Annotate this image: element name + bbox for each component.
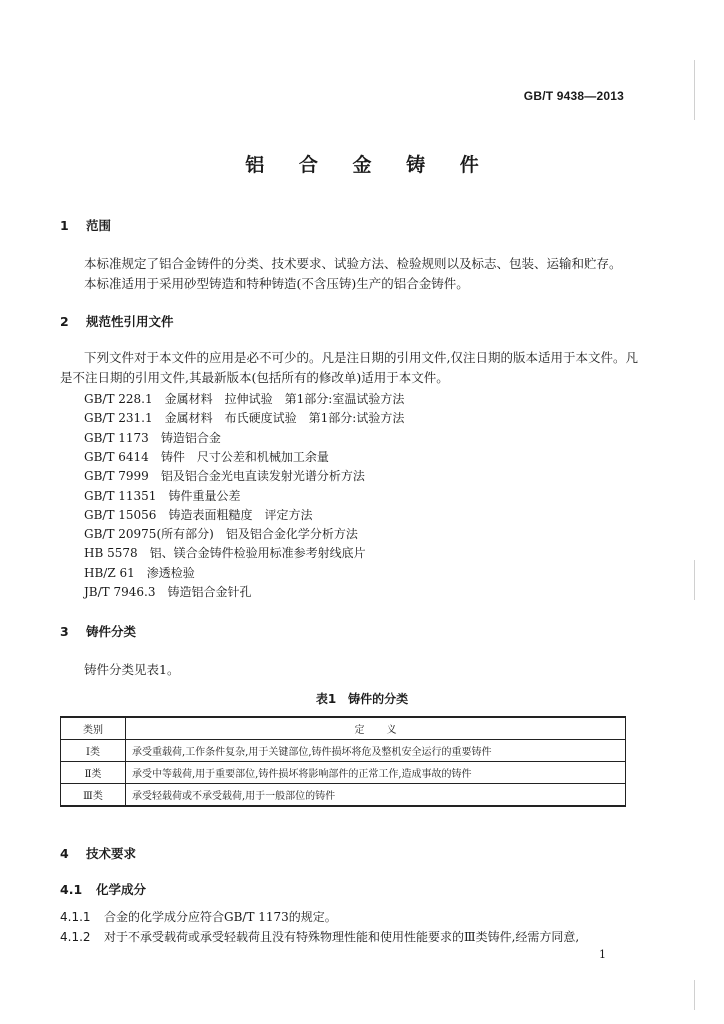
- row-category: Ⅱ类: [61, 762, 126, 784]
- table-row: [61, 784, 626, 807]
- reference-item: [84, 429, 221, 446]
- reference-item: [84, 390, 404, 407]
- reference-title: 金属材料 布氏硬度试验 第1部分:试验方法: [164, 411, 405, 426]
- clause-4-1-2: [60, 928, 579, 945]
- reference-code: GB/T 11351: [84, 488, 157, 503]
- reference-title: 铸造铝合金针孔: [167, 585, 252, 599]
- reference-code: GB/T 20975(所有部分): [84, 527, 214, 542]
- reference-code: GB/T 15056: [84, 507, 157, 522]
- section-number: 4: [60, 846, 69, 861]
- header-definition: 定义: [126, 717, 626, 740]
- reference-item: [84, 506, 312, 523]
- scan-edge-mark: [694, 60, 695, 120]
- reference-item: [84, 409, 404, 426]
- reference-code: GB/T 228.1: [84, 392, 153, 406]
- page-number: 1: [599, 948, 606, 961]
- reference-title: 渗透检验: [146, 565, 195, 580]
- row-definition: 承受重载荷,工作条件复杂,用于关键部位,铸件损坏将危及整机安全运行的重要铸件: [126, 740, 626, 762]
- section-title: 技术要求: [86, 846, 137, 861]
- reference-title: 铸造表面粗糙度 评定方法: [168, 507, 313, 522]
- reference-title: 铝及铝合金光电直读发射光谱分析方法: [160, 469, 365, 484]
- header-category: 类别: [61, 717, 126, 740]
- clause-number: 4.1.2: [60, 930, 91, 944]
- reference-code: JB/T 7946.3: [84, 585, 156, 599]
- section-number: 2: [60, 314, 69, 329]
- reference-title: 铝及铝合金化学分析方法: [225, 527, 358, 542]
- table-row: [61, 740, 626, 762]
- normative-intro: [60, 348, 640, 388]
- table-row: [61, 762, 626, 784]
- section-number: 4.1: [60, 882, 83, 897]
- reference-code: GB/T 7999: [84, 469, 149, 484]
- reference-item: [84, 448, 329, 465]
- normative-intro-text: 下列文件对于本文件的应用是必不可少的。凡是注日期的引用文件,仅注日期的版本适用于本文件。凡是不注日期的引用文件,其最新版本(包括所有的修改单)适用于本文件。: [60, 350, 638, 385]
- scope-paragraph-1: 本标准规定了铝合金铸件的分类、技术要求、试验方法、检验规则以及标志、包装、运输和贮存。: [84, 256, 622, 271]
- clause-number: 4.1.1: [60, 910, 91, 924]
- scan-edge-mark: [694, 980, 695, 1010]
- classification-intro: 铸件分类见表1。: [84, 662, 180, 677]
- section-3-heading: [60, 622, 136, 640]
- row-definition: 承受中等载荷,用于重要部位,铸件损坏将影响部件的正常工作,造成事故的铸件: [126, 762, 626, 784]
- reference-title: 铸件 尺寸公差和机械加工余量: [160, 449, 329, 464]
- section-title: 范围: [86, 218, 112, 233]
- document-title: 铝 合 金 铸 件: [245, 154, 493, 176]
- scan-edge-mark: [694, 560, 695, 600]
- reference-code: GB/T 231.1: [84, 411, 153, 426]
- reference-title: 铸件重量公差: [168, 488, 241, 503]
- section-title: 规范性引用文件: [86, 314, 174, 329]
- section-4-heading: [60, 844, 136, 862]
- reference-item: [84, 564, 195, 581]
- reference-code: GB/T 6414: [84, 449, 149, 464]
- row-category: Ⅰ类: [61, 740, 126, 762]
- standard-number: GB/T 9438—2013: [523, 89, 624, 103]
- reference-item: [84, 525, 358, 542]
- reference-title: 铸造铝合金: [160, 430, 221, 445]
- reference-title: 铝、镁合金铸件检验用标准参考射线底片: [149, 546, 366, 561]
- section-number: 1: [60, 218, 69, 233]
- clause-4-1-1: [60, 908, 337, 925]
- table-header-row: [61, 717, 626, 740]
- reference-code: HB/Z 61: [84, 565, 135, 580]
- section-2-heading: [60, 312, 174, 330]
- row-category: Ⅲ类: [61, 784, 126, 807]
- clause-text: 合金的化学成分应符合GB/T 1173的规定。: [104, 910, 337, 924]
- scope-paragraph-2: 本标准适用于采用砂型铸造和特种铸造(不含压铸)生产的铝合金铸件。: [84, 276, 469, 291]
- section-title: 铸件分类: [86, 624, 137, 639]
- reference-title: 金属材料 拉伸试验 第1部分:室温试验方法: [164, 392, 405, 406]
- section-1-heading: [60, 216, 111, 234]
- section-title: 化学成分: [96, 882, 147, 897]
- reference-item: [84, 487, 240, 504]
- clause-text: 对于不承受载荷或承受轻载荷且没有特殊物理性能和使用性能要求的Ⅲ类铸件,经需方同意,: [104, 930, 580, 944]
- table-caption: 表1 铸件的分类: [315, 692, 409, 706]
- reference-code: GB/T 1173: [84, 430, 149, 445]
- section-number: 3: [60, 624, 69, 639]
- classification-table: [60, 716, 626, 807]
- reference-item: [84, 544, 366, 561]
- reference-item: [84, 467, 365, 484]
- section-4-1-heading: [60, 880, 146, 898]
- reference-item: [84, 583, 252, 600]
- row-definition: 承受轻载荷或不承受载荷,用于一般部位的铸件: [126, 784, 626, 807]
- reference-code: HB 5578: [84, 546, 138, 561]
